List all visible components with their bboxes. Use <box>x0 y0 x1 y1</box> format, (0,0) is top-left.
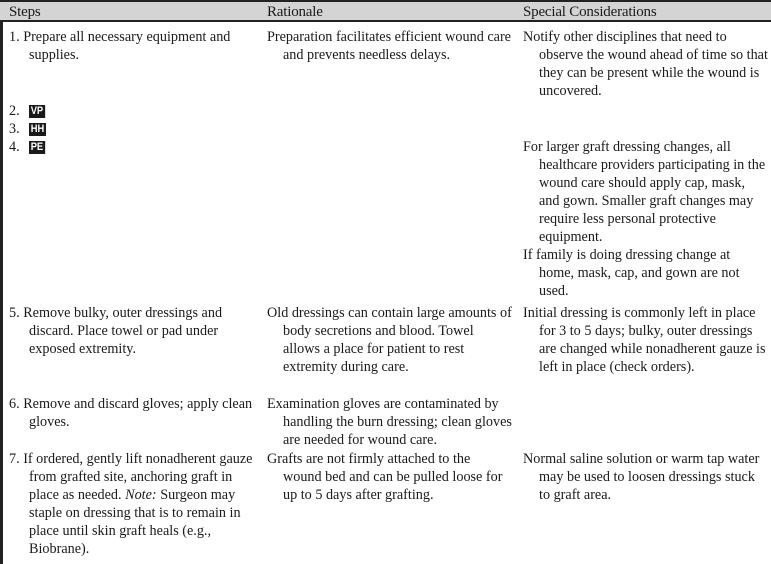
step-4 <box>9 138 254 156</box>
step-text-prefix: 7. If ordered, gently lift nonadherent gauze from grafted site, anchoring graft in place as needed. <box>9 451 253 503</box>
header-special-considerations: Special Considerations <box>523 4 657 20</box>
vp-icon: VP <box>30 105 44 117</box>
considerations-5 <box>523 304 768 376</box>
rationale-text: Grafts are not firmly attached to the wound bed and can be pulled loose for up to 5 days after grafting. <box>267 451 503 503</box>
consideration-text: For larger graft dressing changes, all healthcare providers participating in the wound care should apply cap, mask, and gown. Smaller graft changes may require less personal protective equipment. <box>523 139 766 245</box>
step-2 <box>9 102 254 120</box>
step-6 <box>9 395 254 431</box>
rationale-7 <box>267 450 512 504</box>
step-1 <box>9 28 254 64</box>
consideration-text: Normal saline solution or warm tap water may be used to loosen dressings stuck to graft area. <box>523 451 760 503</box>
step-number: 2. <box>9 103 20 119</box>
table-left-border <box>0 0 3 564</box>
step-number: 4. <box>9 139 20 155</box>
consideration-text: If family is doing dressing change at home, mask, cap, and gown are not used. <box>523 247 740 299</box>
step-text: 1. Prepare all necessary equipment and supplies. <box>9 29 231 63</box>
rationale-6 <box>267 395 512 449</box>
considerations-4 <box>523 138 768 300</box>
step-text: 5. Remove bulky, outer dressings and discard. Place towel or pad under exposed extremity. <box>9 305 223 357</box>
rationale-1 <box>267 28 512 64</box>
note-label: Note: <box>125 487 157 503</box>
considerations-7 <box>523 450 768 504</box>
step-3 <box>9 120 254 138</box>
step-5 <box>9 304 254 358</box>
table-header-row <box>0 0 771 22</box>
rationale-5 <box>267 304 512 376</box>
hh-icon: HH <box>30 123 45 135</box>
step-text <box>9 450 254 558</box>
rationale-text: Examination gloves are contaminated by handling the burn dressing; clean gloves are needed for wound care. <box>267 396 512 448</box>
consideration-text: Initial dressing is commonly left in place for 3 to 5 days; bulky, outer dressings are changed while nonadherent gauze is left in place (check orders). <box>523 305 766 375</box>
pe-icon: PE <box>30 141 44 153</box>
step-text: 6. Remove and discard gloves; apply clean gloves. <box>9 396 253 430</box>
consideration-text: Notify other disciplines that need to observe the wound ahead of time so that they can be present while the wound is uncovered. <box>523 29 768 99</box>
header-steps: Steps <box>9 4 41 20</box>
rationale-text: Preparation facilitates efficient wound care and prevents needless delays. <box>267 29 511 63</box>
header-rationale: Rationale <box>267 4 323 20</box>
step-number: 3. <box>9 121 20 137</box>
step-text-suffix: Surgeon may staple on dressing that is to remain in place until skin graft heals (e.g., Biobrane). <box>29 487 241 557</box>
rationale-text: Old dressings can contain large amounts of body secretions and blood. Towel allows a place for patient to rest extremity during care. <box>267 305 512 375</box>
step-7 <box>9 450 254 558</box>
considerations-1 <box>523 28 768 100</box>
